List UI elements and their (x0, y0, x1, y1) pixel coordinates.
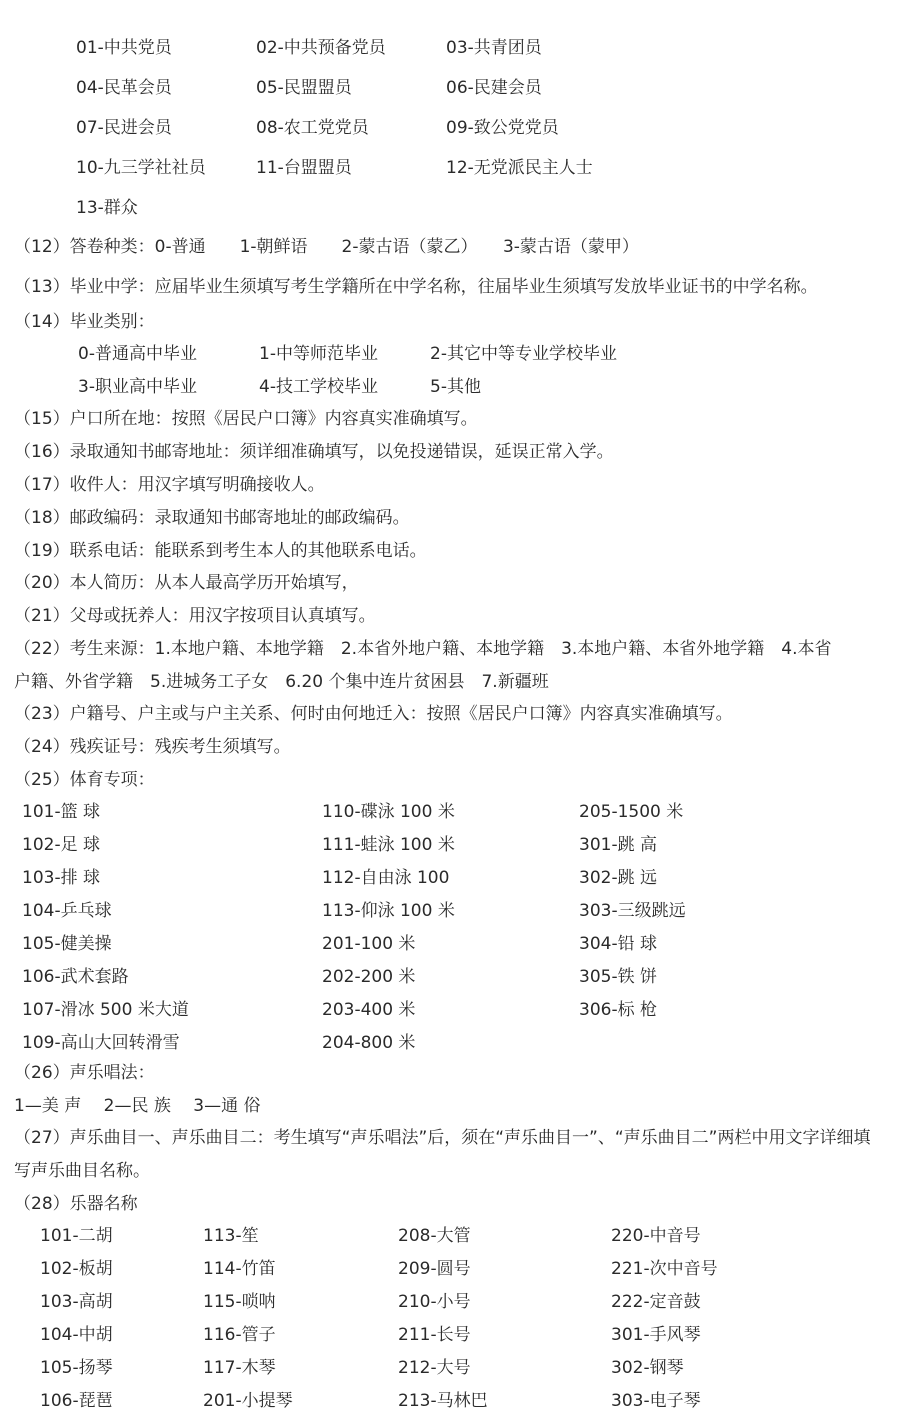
item-24: （24）残疾证号：残疾考生须填写。 (14, 737, 291, 757)
sport-item: 201-100 米 (322, 934, 416, 954)
item-20: （20）本人简历：从本人最高学历开始填写， (14, 573, 359, 593)
item-23: （23）户籍号、户主或与户主关系、何时由何地迁入：按照《居民户口簿》内容真实准确填写。 (14, 704, 733, 724)
party-item: 03-共青团员 (446, 38, 542, 58)
sport-item: 203-400 米 (322, 1000, 416, 1020)
instrument-item: 211-长号 (398, 1325, 471, 1345)
grad-item: 2-其它中等专业学校毕业 (430, 344, 617, 364)
item-12: （12）答卷种类：0-普通 1-朝鲜语 2-蒙古语（蒙乙） 3-蒙古语（蒙甲） (14, 237, 639, 257)
instrument-item: 116-管子 (203, 1325, 276, 1345)
grad-item: 5-其他 (430, 377, 481, 397)
item-16: （16）录取通知书邮寄地址：须详细准确填写，以免投递错误，延误正常入学。 (14, 442, 614, 462)
item-15: （15）户口所在地：按照《居民户口簿》内容真实准确填写。 (14, 409, 478, 429)
item-21: （21）父母或抚养人：用汉字按项目认真填写。 (14, 606, 376, 626)
party-item: 13-群众 (76, 198, 138, 218)
instrument-item: 117-木琴 (203, 1358, 276, 1378)
sport-item: 109-高山大回转滑雪 (22, 1033, 180, 1053)
instrument-item: 113-笙 (203, 1226, 259, 1246)
party-item: 04-民革会员 (76, 78, 172, 98)
sport-item: 204-800 米 (322, 1033, 416, 1053)
instrument-item: 212-大号 (398, 1358, 471, 1378)
sport-item: 303-三级跳远 (579, 901, 686, 921)
item-18: （18）邮政编码：录取通知书邮寄地址的邮政编码。 (14, 508, 410, 528)
party-item: 07-民进会员 (76, 118, 172, 138)
sport-item: 107-滑冰 500 米大道 (22, 1000, 189, 1020)
grad-item: 0-普通高中毕业 (78, 344, 197, 364)
sport-item: 103-排 球 (22, 868, 100, 888)
instrument-item: 104-中胡 (40, 1325, 113, 1345)
item-22-line1: （22）考生来源：1.本地户籍、本地学籍 2.本省外地户籍、本地学籍 3.本地户籍、本省外地学籍 4.本省 (14, 639, 832, 659)
instrument-item: 103-高胡 (40, 1292, 113, 1312)
party-item: 01-中共党员 (76, 38, 172, 58)
sport-item: 101-篮 球 (22, 802, 100, 822)
instrument-item: 302-钢琴 (611, 1358, 684, 1378)
party-item: 11-台盟盟员 (256, 158, 352, 178)
sport-item: 202-200 米 (322, 967, 416, 987)
sport-item: 205-1500 米 (579, 802, 684, 822)
item-17: （17）收件人：用汉字填写明确接收人。 (14, 475, 325, 495)
item-27-line2: 写声乐曲目名称。 (14, 1161, 150, 1181)
sport-item: 112-自由泳 100 (322, 868, 450, 888)
instrument-item: 222-定音鼓 (611, 1292, 701, 1312)
instrument-item: 301-手风琴 (611, 1325, 701, 1345)
instrument-item: 220-中音号 (611, 1226, 701, 1246)
instrument-item: 201-小提琴 (203, 1391, 293, 1411)
grad-item: 1-中等师范毕业 (259, 344, 378, 364)
instrument-item: 303-电子琴 (611, 1391, 701, 1411)
item-13: （13）毕业中学：应届毕业生须填写考生学籍所在中学名称，往届毕业生须填写发放毕业证书的中学名称。 (14, 277, 818, 297)
grad-item: 4-技工学校毕业 (259, 377, 378, 397)
instrument-item: 221-次中音号 (611, 1259, 718, 1279)
party-item: 12-无党派民主人士 (446, 158, 593, 178)
instrument-item: 114-竹笛 (203, 1259, 276, 1279)
item-26-values: 1—美 声 2—民 族 3—通 俗 (14, 1096, 261, 1116)
item-25: （25）体育专项： (14, 770, 155, 790)
party-item: 02-中共预备党员 (256, 38, 386, 58)
party-item: 08-农工党党员 (256, 118, 369, 138)
sport-item: 305-铁 饼 (579, 967, 657, 987)
item-27-line1: （27）声乐曲目一、声乐曲目二：考生填写“声乐唱法”后，须在“声乐曲目一”、“声乐曲目二”两栏中用文字详细填 (14, 1128, 871, 1148)
instrument-item: 115-唢呐 (203, 1292, 276, 1312)
sport-item: 106-武术套路 (22, 967, 129, 987)
instrument-item: 106-琵琶 (40, 1391, 113, 1411)
instrument-item: 105-扬琴 (40, 1358, 113, 1378)
instrument-item: 210-小号 (398, 1292, 471, 1312)
instrument-item: 209-圆号 (398, 1259, 471, 1279)
sport-item: 301-跳 高 (579, 835, 657, 855)
item-19: （19）联系电话：能联系到考生本人的其他联系电话。 (14, 541, 427, 561)
sport-item: 105-健美操 (22, 934, 112, 954)
instrument-item: 213-马林巴 (398, 1391, 488, 1411)
party-item: 05-民盟盟员 (256, 78, 352, 98)
item-26: （26）声乐唱法： (14, 1063, 155, 1083)
party-item: 06-民建会员 (446, 78, 542, 98)
party-item: 10-九三学社社员 (76, 158, 206, 178)
item-22-line2: 户籍、外省学籍 5.进城务工子女 6.20 个集中连片贫困县 7.新疆班 (14, 672, 549, 692)
sport-item: 302-跳 远 (579, 868, 657, 888)
item-28: （28）乐器名称 (14, 1194, 138, 1214)
instrument-item: 102-板胡 (40, 1259, 113, 1279)
sport-item: 306-标 枪 (579, 1000, 657, 1020)
sport-item: 110-碟泳 100 米 (322, 802, 455, 822)
item-14: （14）毕业类别： (14, 312, 155, 332)
sport-item: 113-仰泳 100 米 (322, 901, 455, 921)
instrument-item: 101-二胡 (40, 1226, 113, 1246)
sport-item: 304-铅 球 (579, 934, 657, 954)
party-item: 09-致公党党员 (446, 118, 559, 138)
sport-item: 102-足 球 (22, 835, 100, 855)
grad-item: 3-职业高中毕业 (78, 377, 197, 397)
sport-item: 111-蛙泳 100 米 (322, 835, 455, 855)
instrument-item: 208-大管 (398, 1226, 471, 1246)
sport-item: 104-乒乓球 (22, 901, 112, 921)
